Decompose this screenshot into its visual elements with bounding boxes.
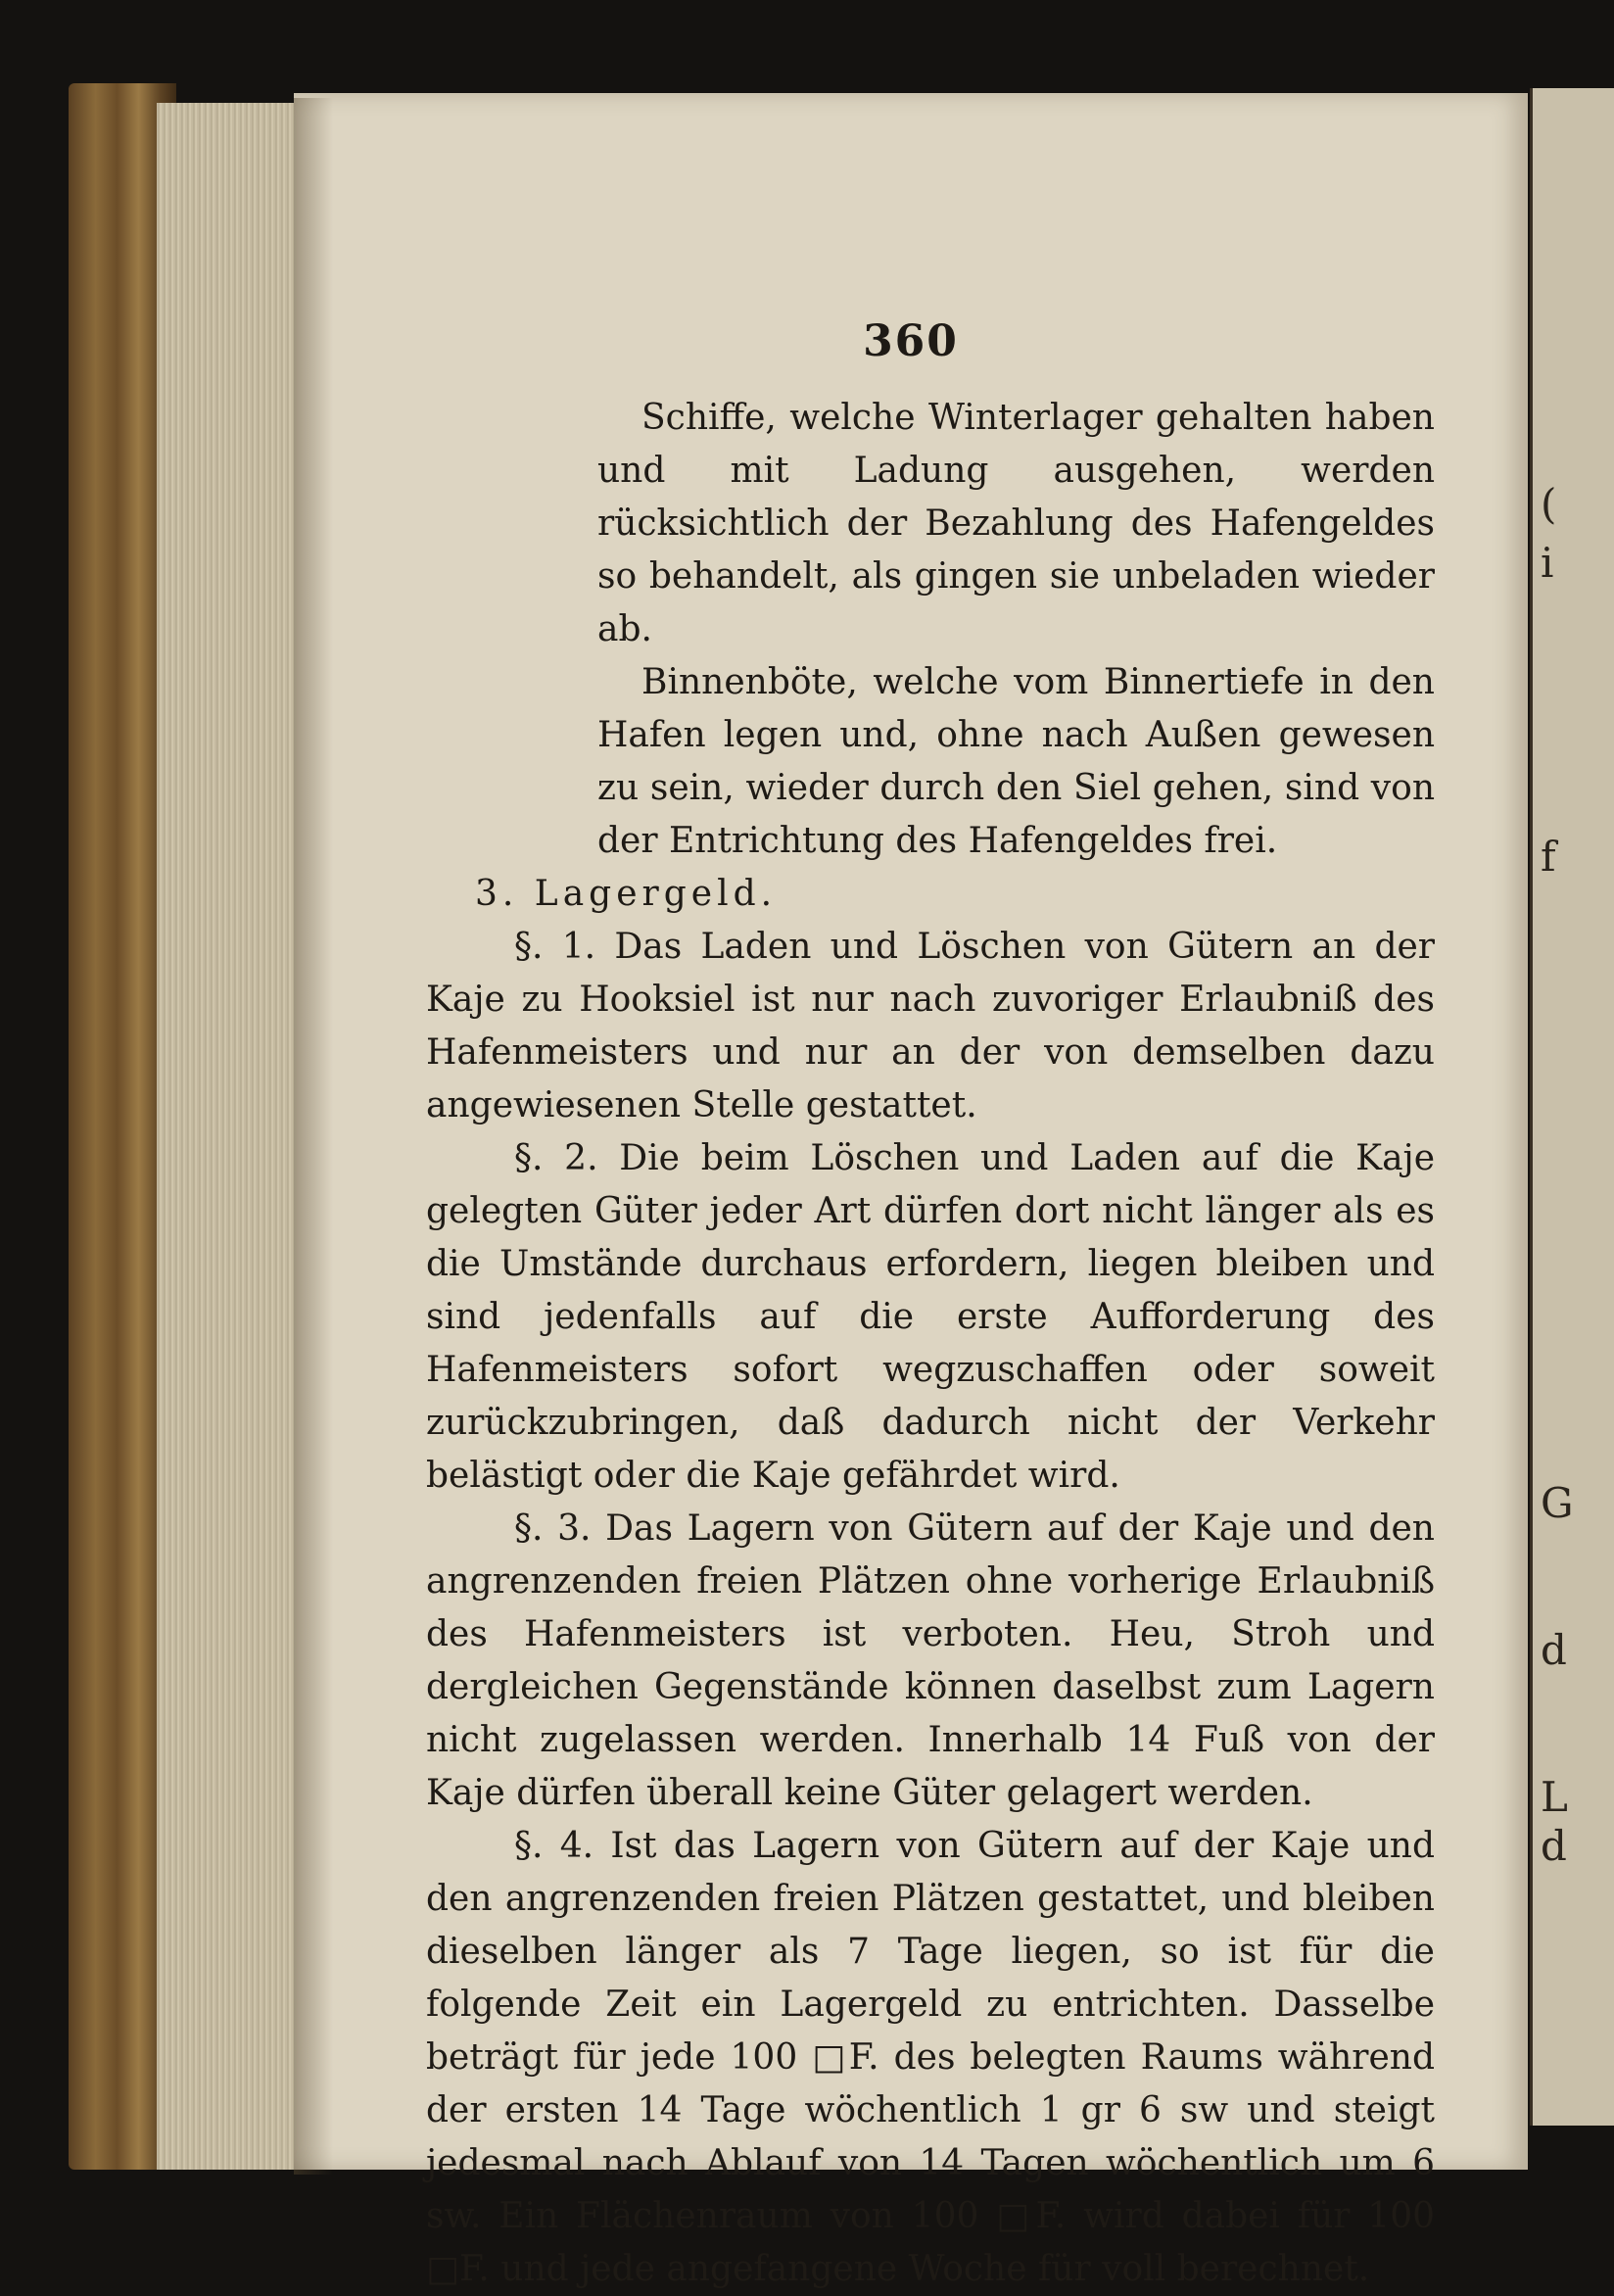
spine-shadow — [294, 98, 333, 2175]
facing-page-fragment: ( — [1541, 480, 1557, 528]
paragraph: §. 1. Das Laden und Löschen von Gütern an der Kaje zu Hooksiel ist nur nach zuvoriger Erlaubniß des Hafenmeisters und nur an der von demselben dazu angewiesenen Stelle gestattet. — [426, 927, 1435, 1125]
facing-page-fragment: i — [1541, 539, 1554, 587]
book-page — [294, 93, 1528, 2289]
paragraph: §. 3. Das Lagern von Gütern auf der Kaje und den angrenzenden freien Plätzen ohne vorherige Erlaubniß des Hafenmeisters ist verboten. Heu, Stroh und dergleichen Gegenstände können daselbst zum Lagern nicht zugelassen werden. Innerhalb 14 Fuß von der Kaje dürfen überall keine Güter gelagert werden. — [426, 1508, 1435, 1813]
paragraph: Binnenböte, welche vom Binnertiefe in den Hafen legen und, ohne nach Außen gewesen zu sein, wieder durch den Siel gehen, sind von der Entrichtung des Hafengeldes frei. — [597, 662, 1435, 861]
facing-page-fragment: G — [1541, 1479, 1574, 1527]
section-heading: 3. Lagergeld. — [475, 874, 778, 914]
paragraph: §. 2. Die beim Löschen und Laden auf die Kaje gelegten Güter jeder Art dürfen dort nicht länger als es die Umstände durchaus erfordern, liegen bleiben und sind jedenfalls auf die erste Aufforderung des Hafenmeisters sofort wegzuschaffen oder soweit zurückzubringen, daß dadurch nicht der Verkehr belästigt oder die Kaje gefährdet wird. — [426, 1138, 1435, 1496]
facing-page-fragment: d — [1541, 1626, 1567, 1674]
facing-page-fragment: L — [1541, 1773, 1568, 1821]
page-edges — [157, 103, 304, 2170]
facing-page-fragment: f — [1541, 833, 1556, 881]
page-text — [426, 392, 1435, 2296]
facing-page-fragment: d — [1541, 1822, 1567, 1870]
facing-page-edge — [1530, 88, 1614, 2126]
page-number: 360 — [863, 316, 959, 366]
paragraph: Schiffe, welche Winterlager gehalten haben und mit Ladung ausgehen, werden rücksichtlich der Bezahlung des Hafengeldes so behandelt, als gingen sie unbeladen wieder ab. — [597, 398, 1435, 649]
paragraph: §. 4. Ist das Lagern von Gütern auf der Kaje und den angrenzenden freien Plätzen gestattet, und bleiben dieselben länger als 7 Tage liegen, so ist für die folgende Zeit ein Lagergeld zu entrichten. Dasselbe beträgt für jede 100 □F. des belegten Raums während der ersten 14 Tage wöchentlich 1 gr 6 sw und steigt jedesmal nach Ablauf von 14 Tagen wöchentlich um 6 sw. Ein Flächenraum von 100 □F. wird dabei für 100 □F. und jede angefangene Woche für voll berechnet. — [426, 1826, 1435, 2289]
